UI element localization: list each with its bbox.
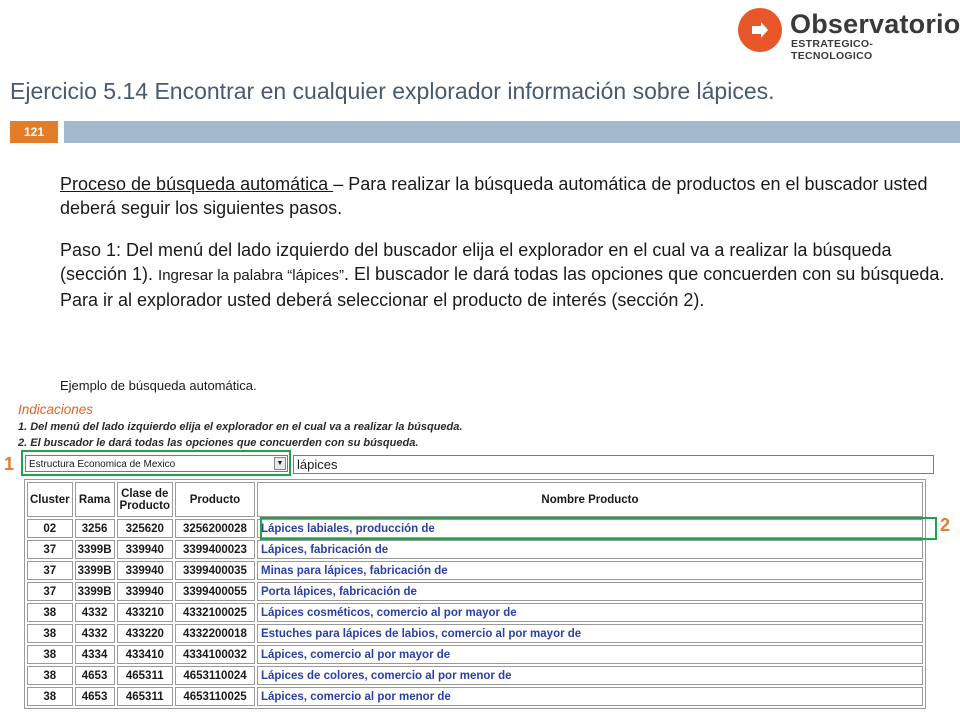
cell-cluster: 37 — [27, 540, 73, 559]
cell-clase: 339940 — [117, 540, 173, 559]
cell-cluster: 38 — [27, 687, 73, 706]
product-link[interactable]: Porta lápices, fabricación de — [257, 582, 923, 601]
cell-clase: 325620 — [117, 519, 173, 538]
cell-clase: 433220 — [117, 624, 173, 643]
chevron-down-icon[interactable]: ▼ — [274, 457, 286, 470]
search-input-value: lápices — [297, 457, 338, 472]
cell-clase: 465311 — [117, 666, 173, 685]
logo-name: Observatorio — [790, 9, 960, 39]
product-link[interactable]: Estuches para lápices de labios, comercio al por mayor de — [257, 624, 923, 643]
cell-producto: 4334100032 — [175, 645, 255, 664]
table-row — [27, 645, 923, 664]
step1-text-a: Paso 1: Del menú del lado izquierdo del buscador elija el explorador en el cual va a realizar la búsqueda (sección 1). — [60, 240, 892, 284]
cell-producto: 3399400023 — [175, 540, 255, 559]
cell-cluster: 02 — [27, 519, 73, 538]
process-heading: Proceso de búsqueda automática — [60, 174, 334, 194]
table-row — [27, 624, 923, 643]
table-row — [27, 603, 923, 622]
cell-producto: 4332100025 — [175, 603, 255, 622]
cell-rama: 3256 — [75, 519, 115, 538]
header-producto: Producto — [175, 482, 255, 517]
cell-rama: 4334 — [75, 645, 115, 664]
section-marker-2: 2 — [940, 515, 951, 535]
cell-clase: 433210 — [117, 603, 173, 622]
example-caption: Ejemplo de búsqueda automática. — [60, 378, 257, 393]
cell-producto: 3399400035 — [175, 561, 255, 580]
indicaciones-line-1: 1. Del menú del lado izquierdo elija el explorador en el cual va a realizar la búsqueda. — [18, 421, 463, 433]
step1-text-b: . El buscador le dará todas las opciones que concuerden con su búsqueda. Para ir al explorador usted deberá seleccionar el producto de interés (sección 2). — [60, 264, 945, 310]
paragraph-process — [60, 172, 945, 220]
cell-cluster: 38 — [27, 645, 73, 664]
cell-rama: 4653 — [75, 687, 115, 706]
cell-cluster: 38 — [27, 603, 73, 622]
highlight-section-2 — [260, 517, 937, 540]
product-link[interactable]: Lápices, comercio al por menor de — [257, 687, 923, 706]
cell-rama: 3399B — [75, 582, 115, 601]
cell-clase: 465311 — [117, 687, 173, 706]
header-rama: Rama — [75, 482, 115, 517]
explorer-select-value: Estructura Economica de Mexico — [29, 459, 176, 470]
cell-rama: 4332 — [75, 624, 115, 643]
page-number-badge: 121 — [10, 121, 58, 143]
logo-subtitle: ESTRATEGICO-TECNOLOGICO — [791, 38, 874, 62]
paragraph-step1 — [60, 238, 945, 312]
table-row — [27, 687, 923, 706]
header-nombre-producto: Nombre Producto — [257, 482, 923, 517]
cell-rama: 4653 — [75, 666, 115, 685]
indicaciones-line-2: 2. El buscador le dará todas las opciones que concuerden con su búsqueda. — [18, 437, 419, 449]
section-marker-1: 1 — [4, 454, 15, 474]
cell-rama: 3399B — [75, 540, 115, 559]
search-input[interactable] — [293, 455, 934, 474]
step1-text-small: Ingresar la palabra “lápices” — [158, 267, 344, 284]
product-link[interactable]: Lápices cosméticos, comercio al por mayor de — [257, 603, 923, 622]
cell-rama: 4332 — [75, 603, 115, 622]
cell-cluster: 37 — [27, 561, 73, 580]
cell-clase: 339940 — [117, 582, 173, 601]
product-link[interactable]: Lápices de colores, comercio al por menor de — [257, 666, 923, 685]
table-header-row — [27, 482, 923, 517]
product-link[interactable]: Lápices, comercio al por mayor de — [257, 645, 923, 664]
indicaciones-title: Indicaciones — [18, 402, 94, 417]
table-row — [27, 582, 923, 601]
cell-producto: 3256200028 — [175, 519, 255, 538]
header-cluster: Cluster — [27, 482, 73, 517]
product-link[interactable]: Minas para lápices, fabricación de — [257, 561, 923, 580]
product-link[interactable]: Lápices, fabricación de — [257, 540, 923, 559]
logo-mark-icon — [738, 8, 782, 52]
header-clase: Clase de Producto — [117, 482, 173, 517]
results-table — [24, 479, 926, 709]
cell-clase: 433410 — [117, 645, 173, 664]
product-link[interactable]: Lápices labiales, producción de — [257, 519, 923, 538]
cell-cluster: 38 — [27, 666, 73, 685]
cell-clase: 339940 — [117, 561, 173, 580]
cell-rama: 3399B — [75, 561, 115, 580]
cell-producto: 4653110024 — [175, 666, 255, 685]
header-bar — [64, 121, 960, 143]
slide-title: Ejercicio 5.14 Encontrar en cualquier explorador información sobre lápices. — [10, 78, 775, 104]
table-row — [27, 561, 923, 580]
highlight-section-1 — [21, 450, 291, 476]
table-row — [27, 540, 923, 559]
process-text: – Para realizar la búsqueda automática de productos en el buscador usted deberá seguir los siguientes pasos. — [60, 174, 928, 218]
logo — [738, 8, 960, 62]
cell-producto: 4653110025 — [175, 687, 255, 706]
cell-producto: 4332200018 — [175, 624, 255, 643]
cell-cluster: 38 — [27, 624, 73, 643]
cell-producto: 3399400055 — [175, 582, 255, 601]
cell-cluster: 37 — [27, 582, 73, 601]
table-row — [27, 666, 923, 685]
